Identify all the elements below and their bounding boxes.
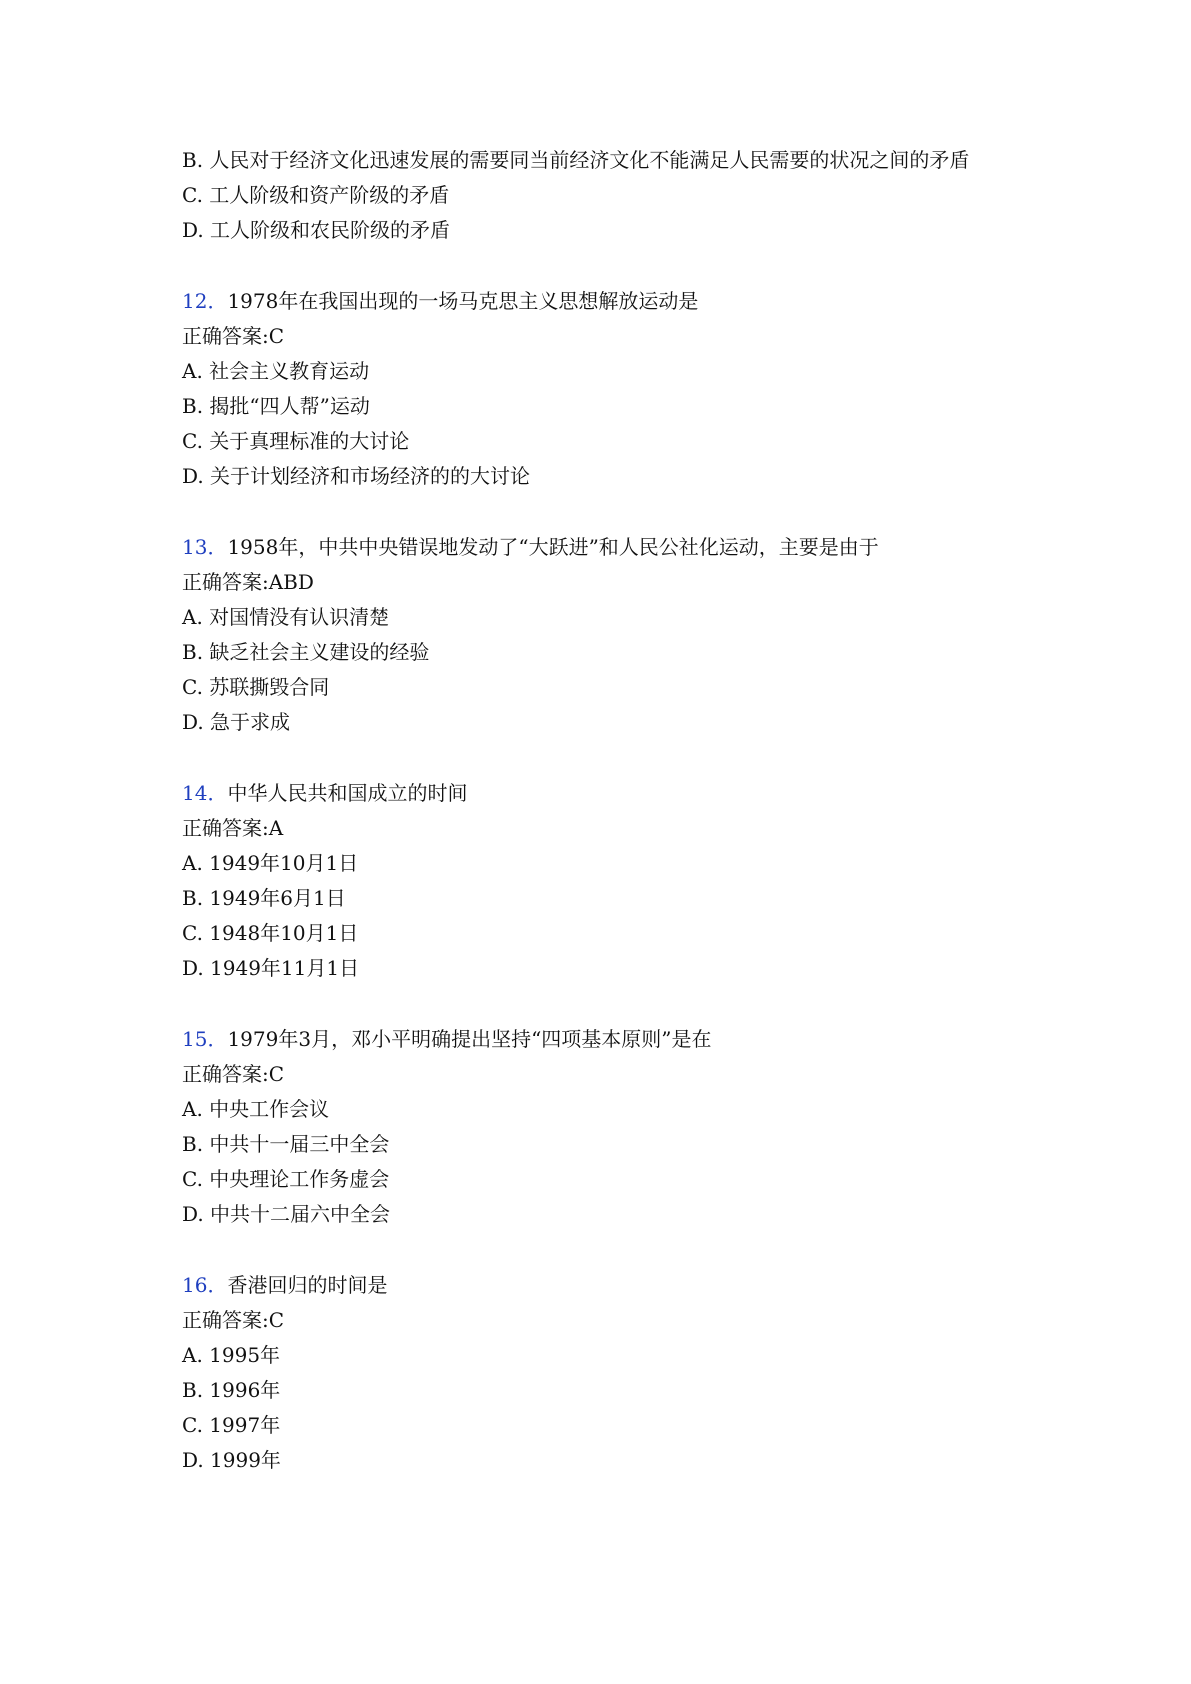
question-number: 15．	[182, 1027, 228, 1051]
option-text: B. 中共十一届三中全会	[182, 1132, 390, 1156]
option-text: A. 1949年10月1日	[182, 851, 359, 875]
option-text: C. 关于真理标准的大讨论	[182, 429, 410, 453]
option-text: B. 1996年	[182, 1378, 281, 1402]
question-14	[182, 779, 467, 807]
option-text: B. 缺乏社会主义建设的经验	[182, 640, 430, 664]
question-16	[182, 1271, 387, 1299]
question-number: 12．	[182, 289, 228, 313]
question-text: 1978年在我国出现的一场马克思主义思想解放运动是	[227, 289, 699, 313]
question-number: 16．	[182, 1273, 228, 1297]
option-text: D. 急于求成	[182, 710, 291, 734]
option-text: D. 工人阶级和农民阶级的矛盾	[182, 218, 451, 242]
option-text: A. 社会主义教育运动	[182, 359, 370, 383]
option-text: B. 揭批“四人帮”运动	[182, 394, 370, 418]
option-text: C. 工人阶级和资产阶级的矛盾	[182, 183, 450, 207]
answer-text: 正确答案:C	[182, 1062, 285, 1086]
question-text: 香港回归的时间是	[227, 1273, 388, 1297]
option-text: B. 1949年6月1日	[182, 886, 346, 910]
answer-text: 正确答案:ABD	[182, 570, 314, 594]
option-text: C. 1948年10月1日	[182, 921, 359, 945]
option-text: C. 中央理论工作务虚会	[182, 1167, 390, 1191]
option-text: D. 1949年11月1日	[182, 956, 360, 980]
question-text: 1958年，中共中央错误地发动了“大跃进”和人民公社化运动，主要是由于	[227, 535, 879, 559]
answer-text: 正确答案:C	[182, 1308, 285, 1332]
question-13	[182, 533, 879, 561]
option-text: D. 关于计划经济和市场经济的的大讨论	[182, 464, 531, 488]
option-text: C. 苏联撕毁合同	[182, 675, 330, 699]
answer-text: 正确答案:A	[182, 816, 284, 840]
option-text: D. 中共十二届六中全会	[182, 1202, 391, 1226]
question-number: 14．	[182, 781, 228, 805]
option-text: B. 人民对于经济文化迅速发展的需要同当前经济文化不能满足人民需要的状况之间的矛盾	[182, 148, 970, 172]
option-text: A. 中央工作会议	[182, 1097, 330, 1121]
question-12	[182, 287, 698, 315]
question-number: 13．	[182, 535, 228, 559]
question-15	[182, 1025, 712, 1053]
option-text: C. 1997年	[182, 1413, 281, 1437]
option-text: A. 1995年	[182, 1343, 281, 1367]
option-text: D. 1999年	[182, 1448, 281, 1472]
option-text: A. 对国情没有认识清楚	[182, 605, 390, 629]
answer-text: 正确答案:C	[182, 324, 285, 348]
question-text: 1979年3月，邓小平明确提出坚持“四项基本原则”是在	[227, 1027, 712, 1051]
question-text: 中华人民共和国成立的时间	[227, 781, 468, 805]
